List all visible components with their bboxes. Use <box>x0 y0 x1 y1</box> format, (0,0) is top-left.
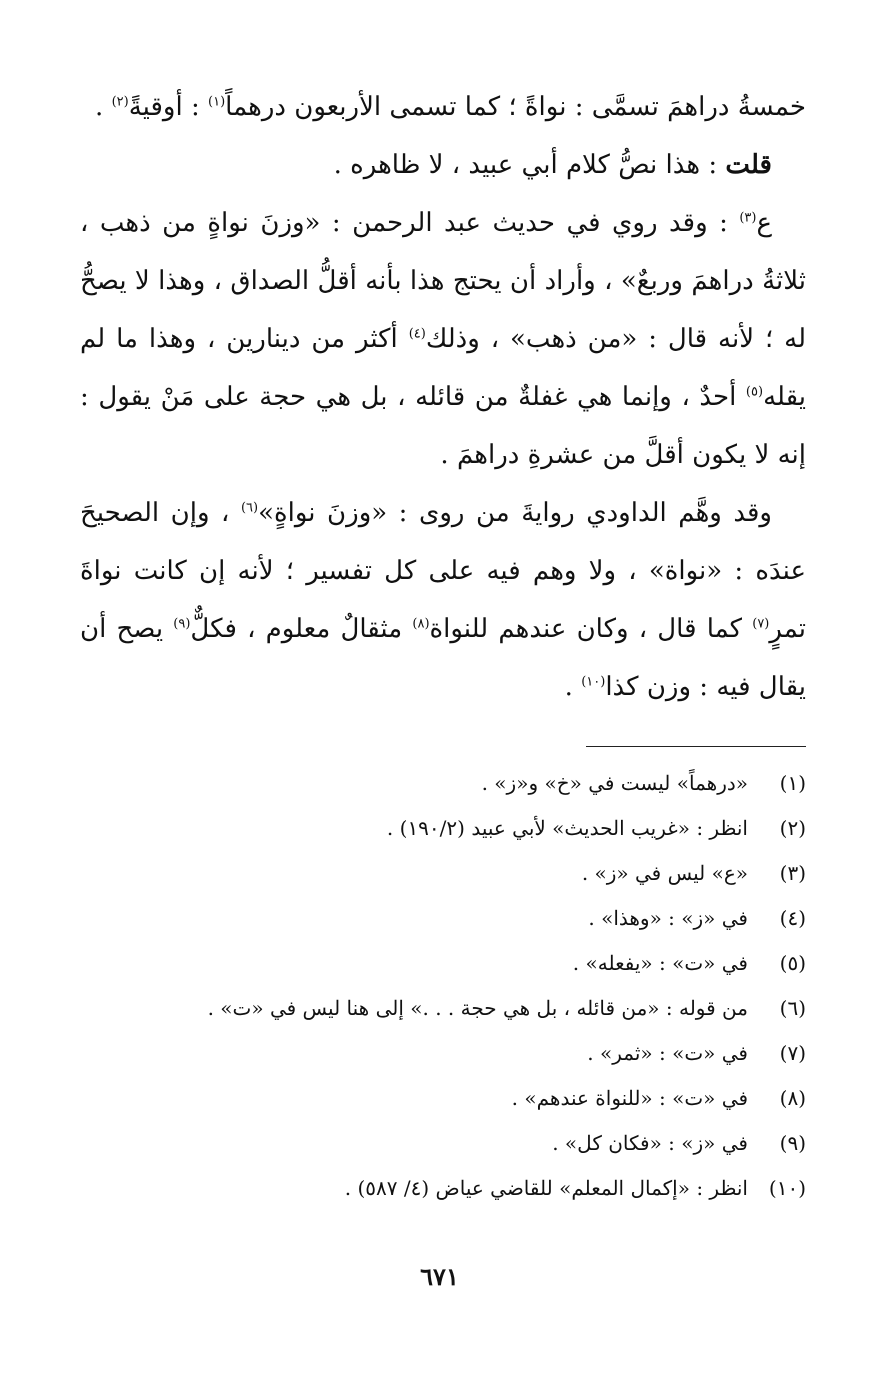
footnote-ref-1[interactable]: (١) <box>208 94 226 110</box>
footnote-item <box>80 986 806 1031</box>
footnote-item <box>80 761 806 806</box>
footnote-number: (١) <box>779 771 806 795</box>
paragraph-4 <box>80 484 806 716</box>
footnote-item <box>80 851 806 896</box>
text-run: : أوقيةً <box>128 92 209 122</box>
footnote-number: (٩) <box>779 1131 806 1155</box>
text-run: : هذا نصُّ كلام أبي عبيد ، لا ظاهره . <box>333 150 726 180</box>
main-text <box>80 78 806 716</box>
footnote-ref-2[interactable]: (٢) <box>111 94 129 110</box>
text-run: مثقالٌ معلوم ، فكلٌّ <box>190 614 413 644</box>
footnote-item <box>80 806 806 851</box>
footnote-item <box>80 1076 806 1121</box>
footnote-separator <box>586 746 806 747</box>
footnote-text: انظر : «غريب الحديث» لأبي عبيد (١٩٠/٢) . <box>386 816 748 840</box>
text-run: كما قال ، وكان عندهم للنواة <box>429 614 753 644</box>
paragraph-2 <box>80 136 806 194</box>
page-number: ٦٧١ <box>420 1262 459 1291</box>
text-run: أكثر من دينارين ، وهذا ما لم يقله <box>80 324 806 412</box>
footnote-number: (٦) <box>779 996 806 1020</box>
text-run: : وقد روي في حديث عبد الرحمن : «وزنَ نواةٍ من ذهب ، ثلاثةُ دراهمَ وربعٌ» ، وأراد أن يحتج هذا بأنه أقلُّ الصداق ، وهذا لا يصحُّ له ؛ لأنه قال : «من ذهب» ، وذلك <box>80 208 806 354</box>
footnote-item <box>80 1121 806 1166</box>
footnote-ref-7[interactable]: (٧) <box>752 616 770 632</box>
text-run: أحدٌ ، وإنما هي غفلةٌ من قائله ، بل هي حجة على مَنْ يقول : إنه لا يكون أقلَّ من عشرةِ دراهمَ . <box>80 382 806 470</box>
footnote-number: (١٠) <box>768 1176 806 1200</box>
footnote-number: (٢) <box>779 816 806 840</box>
footnote-ref-3[interactable]: (٣) <box>739 210 757 226</box>
text-run: . <box>95 92 112 122</box>
footnote-text: من قوله : «من قائله ، بل هي حجة . . .» إلى هنا ليس في «ت» . <box>207 996 748 1020</box>
footnote-ref-10[interactable]: (١٠) <box>581 674 606 690</box>
footnote-text: في «ز» : «فكان كل» . <box>552 1131 748 1155</box>
footnote-number: (٧) <box>779 1041 806 1065</box>
footnote-item <box>80 1166 806 1211</box>
footnote-ref-8[interactable]: (٨) <box>412 616 430 632</box>
footnote-ref-5[interactable]: (٥) <box>745 384 764 400</box>
footnote-number: (٥) <box>779 951 806 975</box>
footnote-number: (٤) <box>779 906 806 930</box>
footnote-text: في «ت» : «يفعله» . <box>572 951 748 975</box>
footnote-item <box>80 896 806 941</box>
footnote-number: (٣) <box>779 861 806 885</box>
text-run: ع <box>756 208 772 238</box>
footnotes-list <box>80 761 806 1211</box>
text-run: . <box>564 672 582 702</box>
footnote-text: في «ت» : «للنواة عندهم» . <box>511 1086 748 1110</box>
text-run: يصح أن يقال فيه : وزن كذا <box>80 614 806 702</box>
footnote-number: (٨) <box>779 1086 806 1110</box>
footnote-item <box>80 941 806 986</box>
footnote-ref-9[interactable]: (٩) <box>173 616 191 632</box>
page-body <box>80 78 806 1211</box>
paragraph-3 <box>80 194 806 484</box>
footnote-ref-6[interactable]: (٦) <box>240 500 259 516</box>
footnote-text: انظر : «إكمال المعلم» للقاضي عياض (٤/ ٥٨٧) . <box>344 1176 748 1200</box>
footnote-text: في «ز» : «وهذا» . <box>588 906 748 930</box>
footnote-item <box>80 1031 806 1076</box>
paragraph-1 <box>80 78 806 136</box>
footnote-ref-4[interactable]: (٤) <box>408 326 426 342</box>
qultu-lead: قلت <box>725 150 772 180</box>
footnote-text: «ع» ليس في «ز» . <box>581 861 748 885</box>
footnote-text: في «ت» : «ثمر» . <box>587 1041 748 1065</box>
text-run: خمسةُ دراهمَ تسمَّى : نواةً ؛ كما تسمى الأربعون درهماً <box>225 92 806 122</box>
text-run: وقد وهَّم الداودي روايةَ من روى : «وزنَ نواةٍ» <box>258 498 772 528</box>
text-run: ، وإن الصحيحَ عندَه : «نواة» ، ولا وهم فيه على كل تفسير ؛ لأنه إن كانت نواةَ تمرٍ <box>80 498 806 644</box>
footnote-text: «درهماً» ليست في «خ» و«ز» . <box>481 771 748 795</box>
